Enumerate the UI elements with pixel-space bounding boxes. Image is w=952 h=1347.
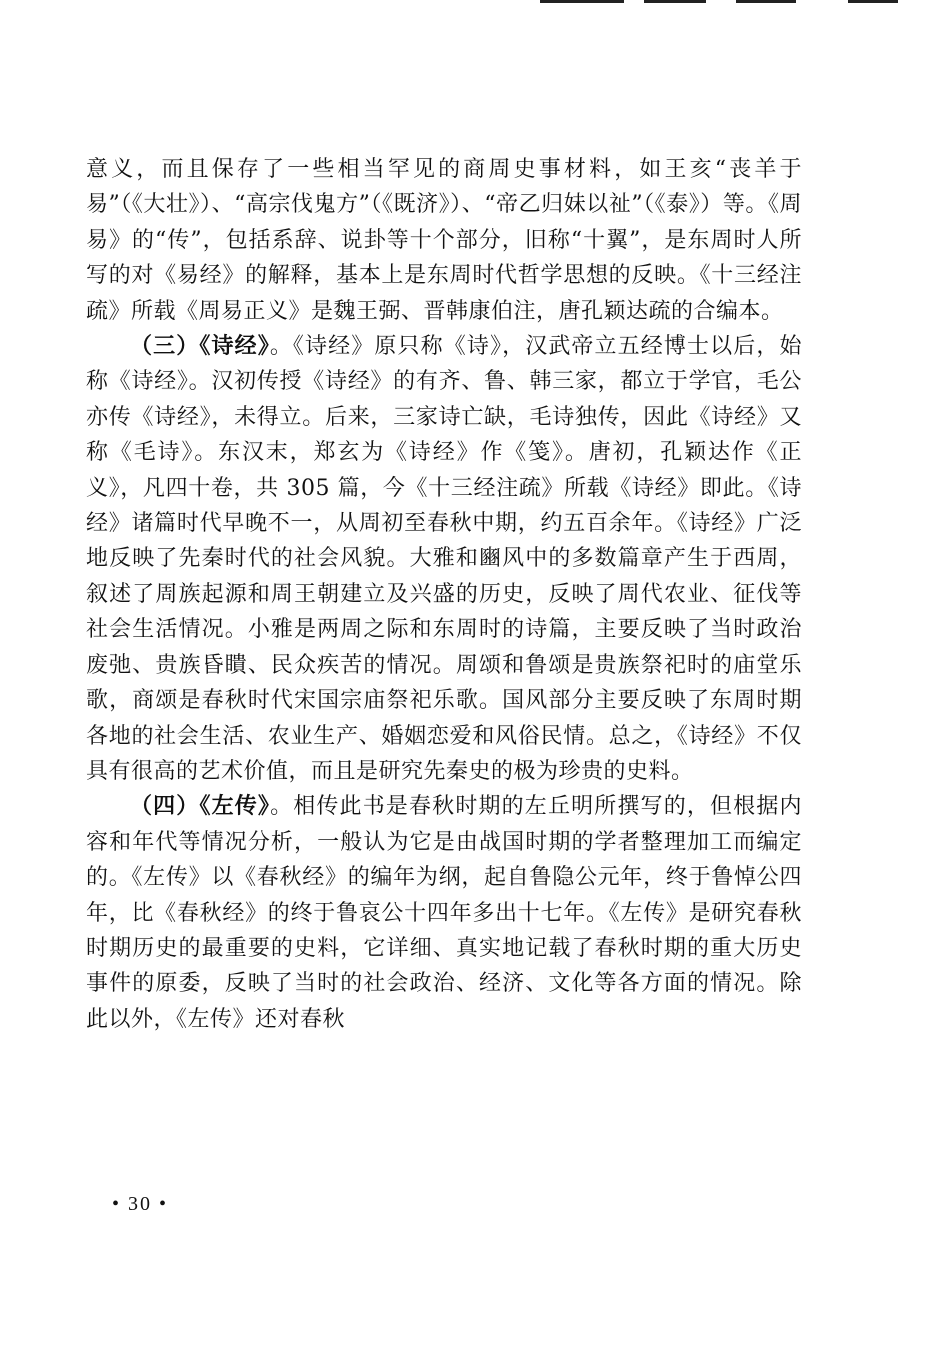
paragraph-text: 。相传此书是春秋时期的左丘明所撰写的，但根据内容和年代等情况分析，一般认为它是由战国时期的学者整理加工而编定的。《左传》以《春秋经》的编年为纲，起自鲁隐公元年，终于鲁悼公四年，比《春秋经》的终于鲁哀公十四年多出十七年。《左传》是研究春秋时期历史的最重要的史料，它详细、真实地记载了春秋时期的重大历史事件的原委，反映了当时的社会政治、经济、文化等各方面的情况。除此以外，《左传》还对春秋 bbox=[86, 794, 802, 1032]
top-rule-2 bbox=[644, 0, 706, 3]
top-rule-3 bbox=[736, 0, 796, 3]
paragraph-text: 意义，而且保存了一些相当罕见的商周史事材料，如王亥“丧羊于易”（《大壮》）、“高宗伐鬼方”（《既济》）、“帝乙归妹以祉”（《泰》）等。《周易》的“传”，包括系辞、说卦等十个部分，旧称“十翼”，是东周时人所写的对《易经》的解释，基本上是东周时代哲学思想的反映。《十三经注疏》所载《周易正义》是魏王弼、晋韩康伯注，唐孔颖达疏的合编本。 bbox=[86, 157, 802, 324]
paragraph-yijing-continued bbox=[86, 152, 802, 329]
top-rule-1 bbox=[540, 0, 624, 3]
paragraph-shijing bbox=[86, 329, 802, 789]
top-rule-4 bbox=[848, 0, 898, 3]
paragraph-zuozhuan bbox=[86, 789, 802, 1037]
paragraph-text: 。《诗经》原只称《诗》，汉武帝立五经博士以后，始称《诗经》。汉初传授《诗经》的有齐、鲁、韩三家，都立于学官，毛公亦传《诗经》，未得立。后来，三家诗亡缺，毛诗独传，因此《诗经》又称《毛诗》。东汉末，郑玄为《诗经》作《笺》。唐初，孔颖达作《正义》，凡四十卷，共 305 篇，今《十三经注疏》所载《诗经》即此。《诗经》诸篇时代早晚不一，从周初至春秋中期，约五百余年。《诗经》广泛地反映了先秦时代的社会风貌。大雅和豳风中的多数篇章产生于西周，叙述了周族起源和周王朝建立及兴盛的历史，反映了周代农业、征伐等社会生活情况。小雅是两周之际和东周时的诗篇，主要反映了当时政治废弛、贵族昏瞶、民众疾苦的情况。周颂和鲁颂是贵族祭祀时的庙堂乐歌，商颂是春秋时代宋国宗庙祭祀乐歌。国风部分主要反映了东周时期各地的社会生活、农业生产、婚姻恋爱和风俗民情。总之，《诗经》不仅具有很高的艺术价值，而且是研究先秦史的极为珍贵的史料。 bbox=[86, 334, 802, 784]
page-number: • 30 • bbox=[112, 1193, 169, 1215]
section-heading-shijing: （三）《诗经》 bbox=[130, 333, 270, 360]
section-heading-zuozhuan: （四）《左传》 bbox=[130, 793, 271, 820]
page-body bbox=[86, 152, 802, 1037]
